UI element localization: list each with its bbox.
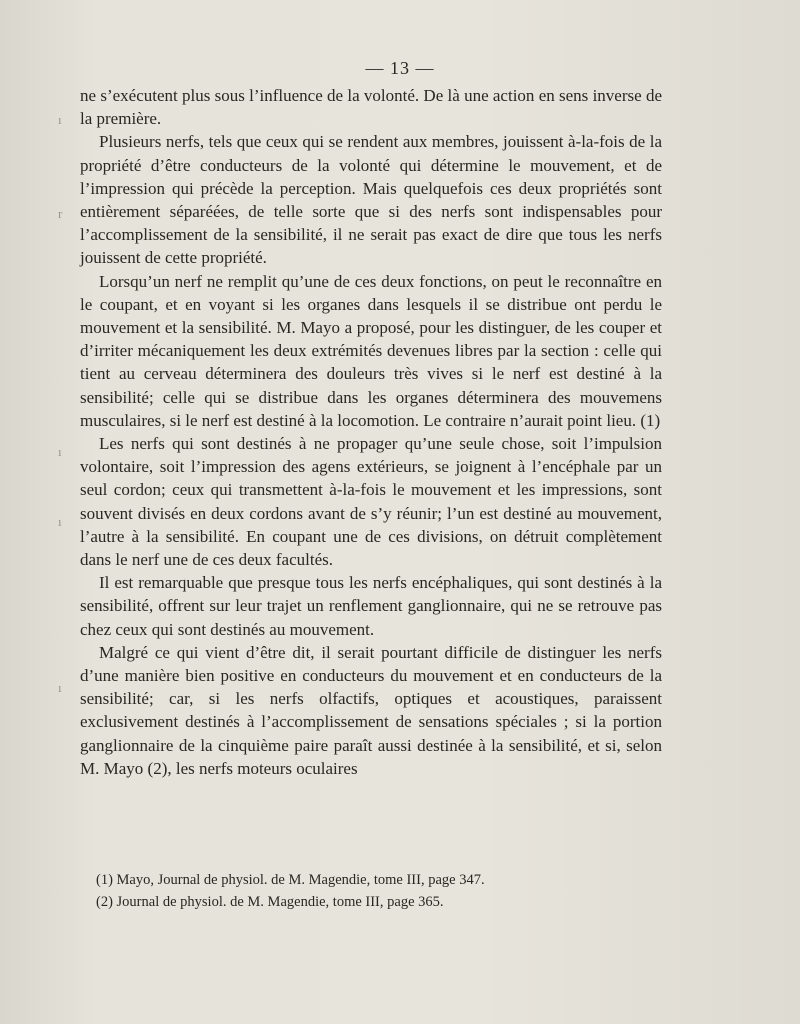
margin-mark: ı: [58, 444, 62, 459]
margin-mark: r: [58, 206, 63, 221]
paragraph-4: Les nerfs qui sont destinés à ne propager qu’une seule chose, soit l’impulsion volontaire, soit l’impression des agens extérieurs, se joignent à l’encéphale par un seul cordon; ceux qui transmettent à-la-fois le mouvement et les impressions, sont souvent divisés en deux cordons avant de s’y réunir; l’un est destiné au mouvement, l’autre à la sensibilité. En coupant une de ces divisions, on détruit complètement dans le nerf une de ces deux facultés.: [80, 434, 662, 570]
margin-mark: ı: [58, 112, 62, 127]
paragraph-6: Malgré ce qui vient d’être dit, il serait pourtant difficile de distinguer les nerfs d’une manière bien positive en conducteurs du mouvement et en conducteurs de la sensibilité; car, si les nerfs olfactifs, optiques et acoustiques, paraissent exclusivement destinés à l’accomplissement de sensations spéciales ; si la portion ganglionnaire de la cinquième paire paraît aussi destinée à la sensibilité, et si, selon M. Mayo (2), les nerfs moteurs oculaires: [80, 642, 662, 778]
paragraph-1: ne s’exécutent plus sous l’influence de la volonté. De là une action en sens inverse de la première.: [80, 86, 662, 129]
paragraph-3: Lorsqu’un nerf ne remplit qu’une de ces deux fonctions, on peut le reconnaître en le coupant, et en voyant si les organes dans lesquels il se distribue ont perdu le mouvement et la sensibilité. M. Mayo a proposé, pour les distinguer, de les couper et d’irriter mécaniquement les deux extrémités devenues libres par la section : celle qui tient au cerveau déterminera des douleurs très vives si le nerf est destiné à la sensibilité; celle qui se distribue dans les organes déterminera des mouvemens musculaires, si le nerf est destiné à la locomotion. Le contraire n’aurait point lieu. (1): [80, 271, 662, 430]
margin-mark: ı: [58, 680, 62, 695]
footnotes: [96, 869, 656, 913]
page-number: — 13 —: [365, 58, 435, 78]
footnote-1: (1) Mayo, Journal de physiol. de M. Magendie, tome III, page 347.: [96, 872, 485, 888]
body-text: [80, 84, 662, 780]
margin-mark: ı: [58, 514, 62, 529]
paragraph-5: Il est remarquable que presque tous les nerfs encéphaliques, qui sont destinés à la sensibilité, offrent sur leur trajet un renflement ganglionnaire, qui ne se retrouve pas chez ceux qui sont destinés au mouvement.: [80, 573, 662, 639]
paragraph-2: Plusieurs nerfs, tels que ceux qui se rendent aux membres, jouissent à-la-fois de la propriété d’être conducteurs de la volonté qui détermine le mouvement, et de l’impression qui précède la perception. Mais quelquefois ces deux propriétés sont entièrement séparéées, de telle sorte que si des nerfs sont indispensables pour l’accomplissement de la sensibilité, il ne serait pas exact de dire que tous les nerfs jouissent de cette propriété.: [80, 132, 662, 268]
footnote-2: (2) Journal de physiol. de M. Magendie, tome III, page 365.: [96, 894, 444, 910]
